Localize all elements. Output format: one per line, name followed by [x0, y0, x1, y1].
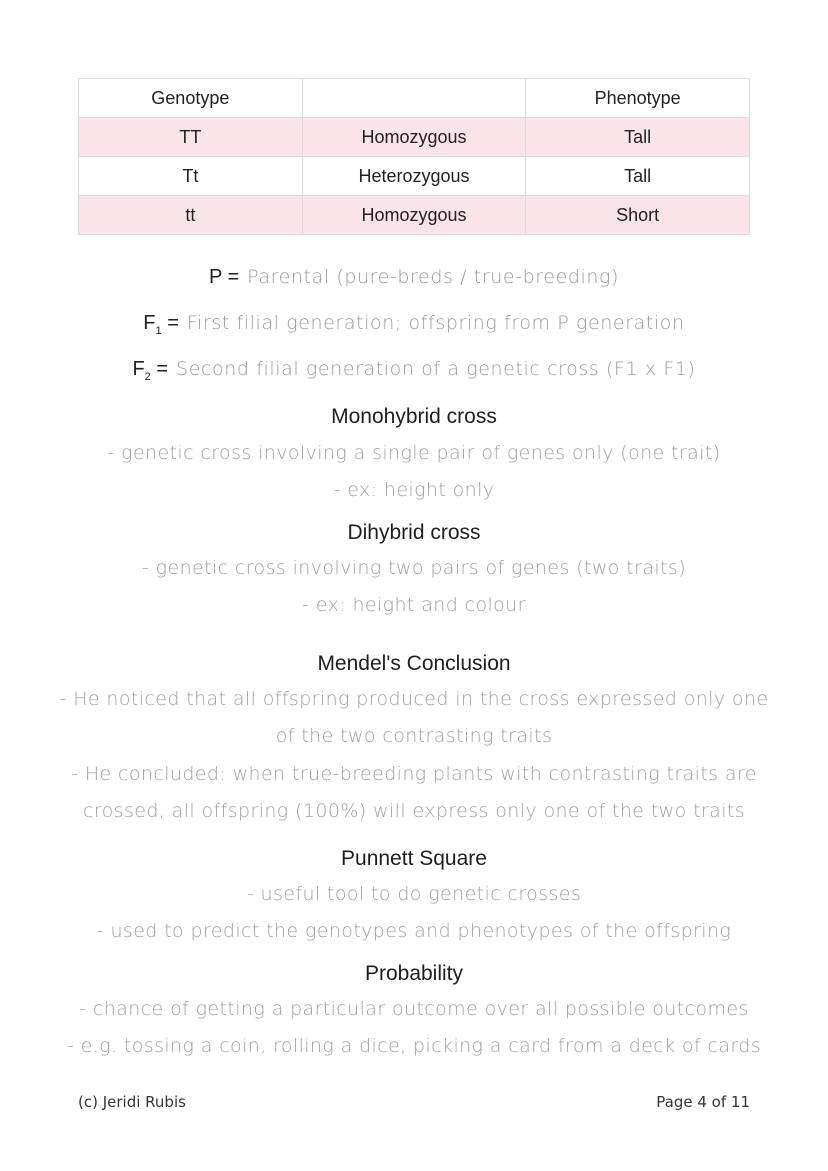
- probability-line: - e.g. tossing a coin, rolling a dice, picking a card from a deck of cards: [66, 1035, 762, 1057]
- table-cell: TT: [79, 118, 303, 157]
- definition-p: [0, 266, 828, 289]
- definition-key: $F_2$ =: [132, 358, 169, 383]
- dihybrid-heading: Dihybrid cross: [347, 521, 481, 544]
- table-cell: Tall: [526, 157, 750, 196]
- definition-key: P =: [208, 266, 240, 288]
- table-cell: Tt: [79, 157, 303, 196]
- footer-author: (c) Jeridi Rubis: [78, 1093, 186, 1111]
- footer-page-number: Page 4 of 11: [656, 1093, 750, 1111]
- punnett-line: - used to predict the genotypes and phenotypes of the offspring: [96, 920, 732, 942]
- mendel-line: - He noticed that all offspring produced in the cross expressed only one: [59, 688, 769, 710]
- dihybrid-line: - ex: height and colour: [302, 594, 526, 616]
- table-cell: Tall: [526, 118, 750, 157]
- monohybrid-line: - genetic cross involving a single pair of genes only (one trait): [107, 442, 721, 464]
- table-cell: tt: [79, 196, 303, 235]
- table-row: [79, 157, 750, 196]
- genotype-table: [78, 78, 750, 235]
- table-header-row: [79, 79, 750, 118]
- table-row: [79, 196, 750, 235]
- definition-text: Second filial generation of a genetic cross (F1 x F1): [176, 358, 696, 380]
- table-cell: Homozygous: [302, 118, 526, 157]
- mendel-heading: Mendel's Conclusion: [317, 652, 511, 675]
- mendel-line: of the two contrasting traits: [275, 725, 553, 747]
- table-header-cell: Genotype: [79, 79, 303, 118]
- table-cell: Short: [526, 196, 750, 235]
- table-cell: Homozygous: [302, 196, 526, 235]
- mendel-line: crossed, all offspring (100%) will express only one of the two traits: [82, 800, 746, 822]
- punnett-line: - useful tool to do genetic crosses: [246, 883, 582, 905]
- definition-text: Parental (pure-breds / true-breeding): [247, 266, 620, 288]
- probability-line: - chance of getting a particular outcome over all possible outcomes: [79, 998, 749, 1020]
- monohybrid-heading: Monohybrid cross: [331, 405, 497, 428]
- monohybrid-line: - ex: height only: [333, 479, 495, 501]
- definition-f2: [0, 358, 828, 383]
- table-header-cell: [302, 79, 526, 118]
- definition-text: First filial generation; offspring from P generation: [186, 312, 685, 334]
- table-cell: Heterozygous: [302, 157, 526, 196]
- table-header-cell: Phenotype: [526, 79, 750, 118]
- mendel-line: - He concluded: when true-breeding plants with contrasting traits are: [71, 763, 757, 785]
- dihybrid-line: - genetic cross involving two pairs of genes (two traits): [141, 557, 687, 579]
- probability-heading: Probability: [364, 962, 464, 985]
- punnett-heading: Punnett Square: [341, 847, 487, 870]
- table-row: [79, 118, 750, 157]
- definition-key: $F_1$ =: [143, 312, 179, 337]
- definition-f1: [0, 312, 828, 337]
